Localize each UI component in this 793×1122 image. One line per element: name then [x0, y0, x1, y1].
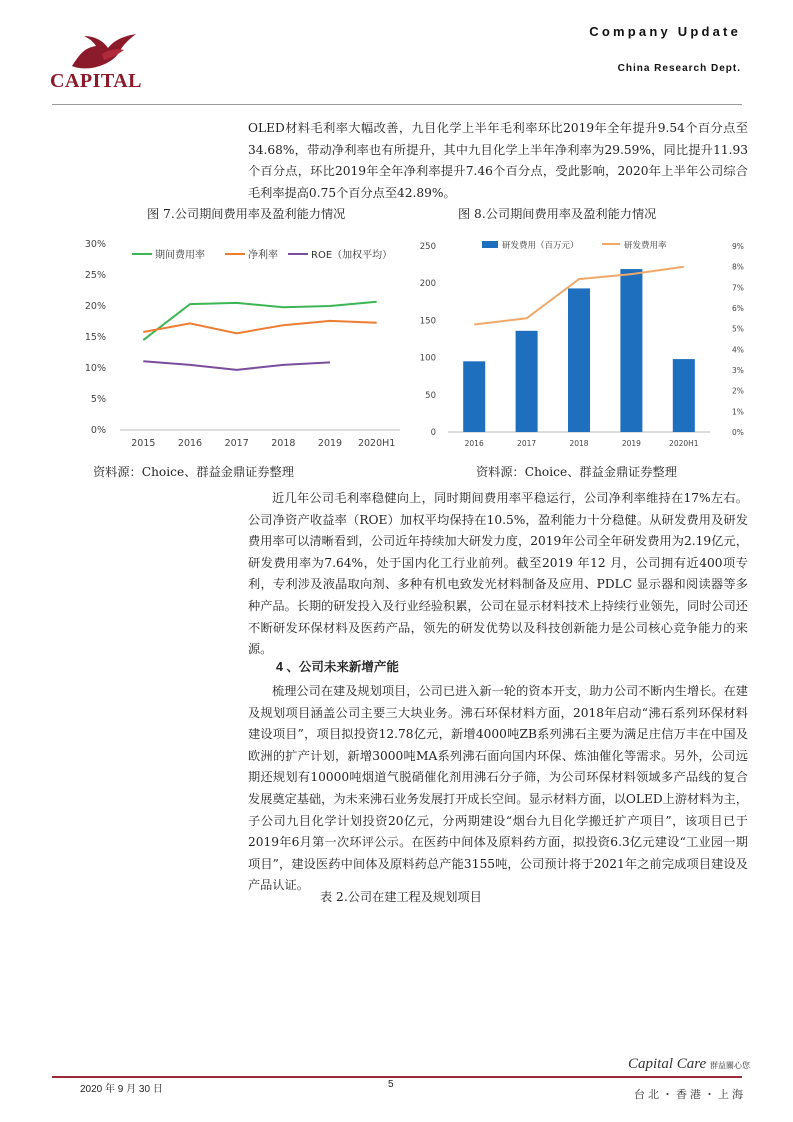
header-title: Company Update: [589, 24, 741, 39]
source-note-right: 资料源：Choice、群益金鼎证券整理: [476, 465, 677, 479]
logo: [62, 32, 142, 72]
bar: [673, 359, 695, 432]
chart-profitability: [80, 230, 410, 460]
y-left-tick-label: 250: [419, 242, 436, 252]
y-right-tick-label: 7%: [732, 283, 744, 293]
x-tick-label: 2019: [317, 438, 343, 449]
x-tick-label: 2019: [621, 439, 641, 448]
y-right-tick-label: 1%: [732, 407, 744, 417]
y-left-tick-label: 50: [425, 390, 436, 401]
eagle-logo-icon: [62, 32, 142, 72]
y-right-tick-label: 0%: [732, 428, 744, 437]
legend-label: 净利率: [248, 250, 278, 261]
footer-cities: 台北・香港・上海: [634, 1088, 746, 1101]
x-tick-label: 2017: [517, 439, 537, 448]
header-dept: China Research Dept.: [617, 63, 741, 74]
x-tick-label: 2018: [271, 438, 296, 449]
series-line: [143, 361, 330, 370]
page-number: 5: [388, 1079, 394, 1090]
x-tick-label: 2017: [224, 438, 249, 449]
y-left-tick-label: 100: [419, 353, 436, 364]
legend-label: 研发费用（百万元）: [502, 241, 579, 251]
footer-brand-cn: 群益關心您: [709, 1061, 750, 1070]
x-tick-label: 2020H1: [357, 438, 396, 449]
y-right-tick-label: 6%: [732, 304, 744, 313]
y-tick-label: 0%: [90, 425, 106, 436]
y-tick-label: 20%: [84, 301, 106, 312]
y-tick-label: 5%: [90, 394, 106, 405]
y-right-tick-label: 3%: [732, 366, 744, 375]
footer-divider: [52, 1076, 742, 1078]
legend-label: 研发费用率: [624, 241, 667, 251]
bar: [516, 331, 538, 432]
y-tick-label: 15%: [84, 332, 106, 343]
y-right-tick-label: 2%: [732, 386, 744, 396]
x-tick-label: 2016: [177, 438, 203, 449]
chart-rd-expense: [410, 232, 750, 462]
y-tick-label: 10%: [84, 363, 106, 374]
y-right-tick-label: 8%: [732, 262, 744, 272]
source-note-left: 资料源：Choice、群益金鼎证券整理: [93, 465, 294, 479]
x-tick-label: 2015: [131, 438, 156, 449]
figure-8-caption: 图 8.公司期间费用率及盈利能力情况: [458, 207, 657, 221]
table-2-caption: 表 2.公司在建工程及规划项目: [320, 890, 482, 904]
logo-text: CAPITAL: [50, 70, 143, 92]
y-tick-label: 25%: [84, 270, 106, 281]
header-block: [589, 24, 741, 74]
y-left-tick-label: 0: [430, 428, 436, 438]
x-tick-label: 2016: [464, 439, 484, 448]
paragraph-3: 梳理公司在建及规划项目，公司已进入新一轮的资本开支，助力公司不断内生增长。在建及规划项目涵盖公司主要三大块业务。沸石环保材料方面，2018年启动“沸石系列环保材料建设项目”，项目拟投资12.78亿元，新增4000吨ZB系列沸石主要为满足庄信万丰在中国及欧洲的扩产计划，新增3000吨MA系列沸石面向国内环保、炼油催化等需求。另外，公司远期还规划有10000吨烟道气脱硝催化剂用沸石分子筛，为公司环保材料领域多产品线的复合发展奠定基础，为未来沸石业务发展打开成长空间。显示材料方面，以OLED上游材料为主，子公司九目化学计划投资20亿元，分两期建设“烟台九目化学搬迁扩产项目”，该项目已于2019年6月第一次环评公示。在医药中间体及原料药方面，拟投资6.3亿元建设“工业园一期项目”，建设医药中间体及原料药总产能3155吨，公司预计将于2021年之前完成项目建设及产品认证。: [248, 684, 748, 893]
footer-date: 2020 年 9 月 30 日: [80, 1084, 163, 1095]
x-tick-label: 2018: [569, 439, 589, 448]
footer-brand: [628, 1056, 750, 1073]
y-left-tick-label: 200: [419, 279, 436, 290]
legend-label: ROE（加权平均）: [311, 250, 393, 261]
y-right-tick-label: 5%: [732, 324, 744, 334]
y-left-tick-label: 150: [419, 316, 436, 327]
footer-brand-en: Capital Care: [628, 1056, 707, 1072]
legend-swatch: [482, 241, 498, 248]
paragraph-2: 近几年公司毛利率稳健向上，同时期间费用率平稳运行，公司净利率维持在17%左右。公司净资产收益率（ROE）加权平均保持在10.5%，盈利能力十分稳健。从研发费用及研发费用率可以清晰看到，公司近年持续加大研发力度，2019年公司全年研发费用为2.19亿元，研发费用率为7.64%，处于国内化工行业前列。截至2019 年12 月，公司拥有近400项专利，专利涉及液晶取向剂、多种有机电致发光材料制备及应用、PDLC 显示器和阅读器等多种产品。长期的研发投入及行业经验积累，公司在显示材料技术上持续行业领先，同时公司还不断研发环保材料及医药产品，领先的研发优势以及科技创新能力是公司核心竞争能力的来源。: [248, 491, 748, 657]
bar: [463, 361, 485, 432]
bar: [620, 269, 642, 432]
header-divider: [52, 104, 742, 105]
figure-7-caption: 图 7.公司期间费用率及盈利能力情况: [147, 207, 346, 221]
y-right-tick-label: 4%: [732, 345, 744, 355]
bar: [568, 288, 590, 432]
y-right-tick-label: 9%: [732, 242, 744, 251]
x-tick-label: 2020H1: [669, 439, 699, 448]
series-line: [143, 321, 376, 333]
section-heading: 4 、公司未来新增产能: [276, 660, 399, 674]
legend-label: 期间费用率: [155, 250, 205, 261]
y-tick-label: 30%: [84, 239, 106, 250]
paragraph-1: OLED材料毛利率大幅改善，九目化学上半年毛利率环比2019年全年提升9.54个百分点至34.68%，带动净利率也有所提升，其中九目化学上半年净利率为29.59%，同比提升11.93个百分点，环比2019年全年净利率提升7.46个百分点，受此影响，2020年上半年公司综合毛利率提高0.75个百分点至42.89%。: [248, 121, 748, 200]
